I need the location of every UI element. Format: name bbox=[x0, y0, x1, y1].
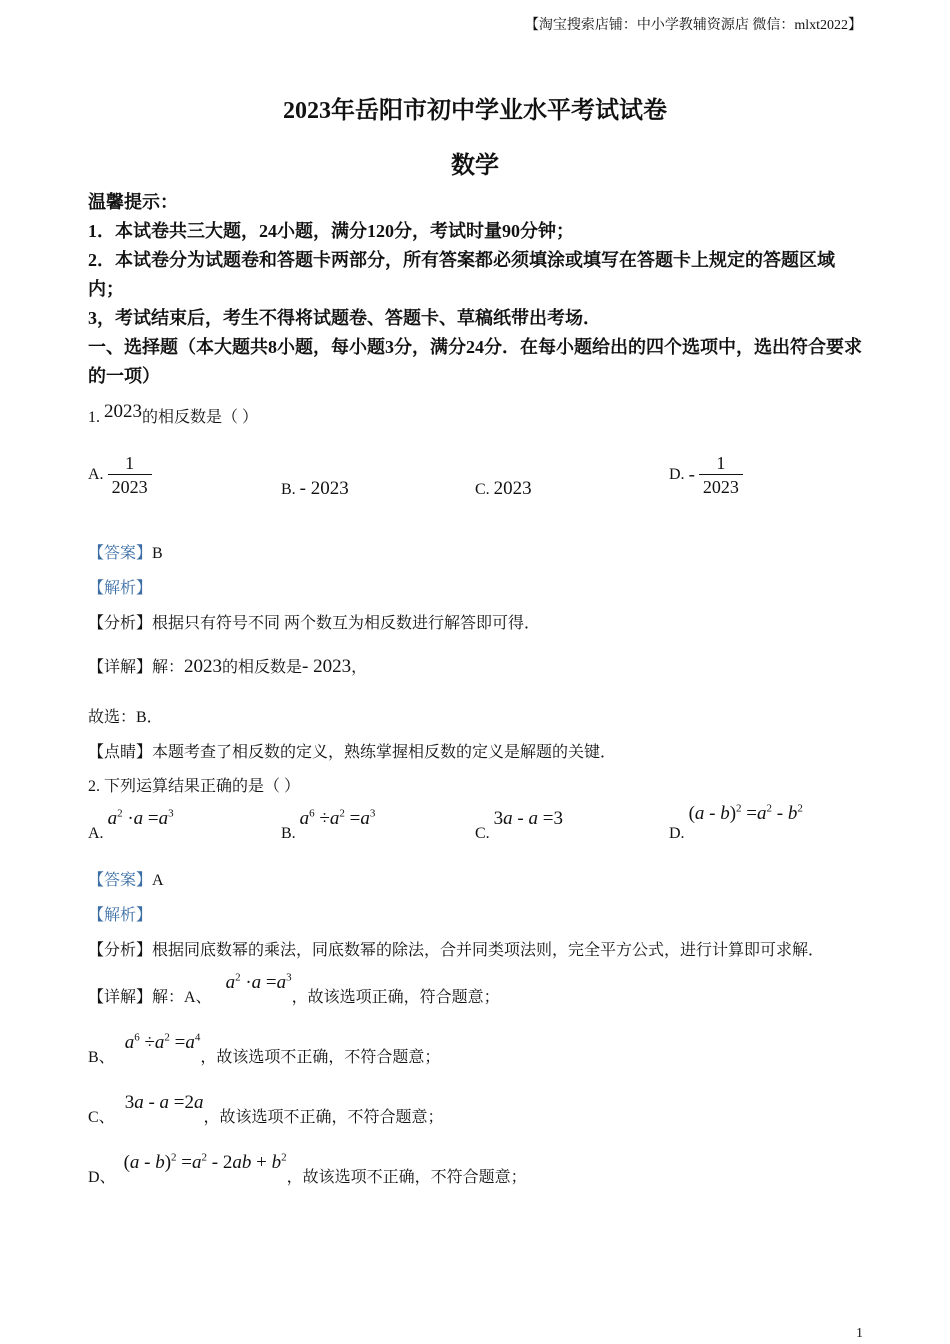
minus-sign: - bbox=[688, 464, 695, 486]
exam-title: 2023年岳阳市初中学业水平考试试卷 bbox=[283, 98, 667, 124]
q2-text: 下列运算结果正确的是（ ） bbox=[104, 778, 301, 795]
q1-dianjing: 【点睛】本题考查了相反数的定义，熟练掌握相反数的定义是解题的关键． bbox=[88, 744, 617, 761]
q2-analysis-tag: 【解析】 bbox=[88, 907, 153, 924]
option-label: B. bbox=[281, 825, 296, 843]
q2-stem bbox=[88, 773, 300, 796]
header-watermark: 【淘宝搜索店铺：中小学教辅资源店 微信：mlxt2022】 bbox=[524, 18, 862, 33]
q2-detail-b: B、 $a^6 \div a^2 =a^4$，故该选项不正确，不符合题意； bbox=[88, 1031, 441, 1066]
q1-detail: 【详解】解：2023的相反数是- 2023， bbox=[88, 656, 368, 677]
option-label: C. bbox=[475, 481, 490, 498]
answer-tag: 【答案】 bbox=[88, 545, 153, 562]
q2-option-a: A. $a^2 \cdot a =a^3$ bbox=[88, 808, 174, 843]
fraction: $\frac{1}{2023}$ bbox=[699, 452, 743, 499]
q1-answer bbox=[88, 540, 163, 563]
q1-option-c bbox=[475, 478, 532, 500]
option-label: D. bbox=[669, 466, 685, 484]
q2-option-b: B. $a^6 \div a^2 =a^3$ bbox=[281, 808, 376, 843]
tips-heading: 温馨提示： bbox=[88, 192, 178, 212]
q2-detail-c: C、 3a - a =2a，故该选项不正确，不符合题意； bbox=[88, 1092, 444, 1126]
q1-analysis-tag: 【解析】 bbox=[88, 580, 153, 597]
q1-option-b bbox=[281, 478, 349, 500]
page-number: 1 bbox=[856, 1326, 863, 1341]
tips-item-1: 1．本试卷共三大题，24小题，满分120分，考试时量90分钟； bbox=[88, 221, 574, 241]
q2-answer bbox=[88, 867, 164, 890]
option-label: C. bbox=[475, 825, 490, 842]
q2-option-c: C. 3a - a =3 bbox=[475, 808, 563, 842]
fraction: $\frac{1}{2023}$ bbox=[108, 452, 152, 499]
q1-stem bbox=[88, 401, 259, 428]
q2-detail-a: 【详解】解：A、 $a^2 \cdot a =a^3$，故该选项正确，符合题意； bbox=[88, 971, 500, 1006]
option-value: 2023 bbox=[493, 478, 532, 499]
section-heading: 一、选择题（本大题共8小题，每小题3分，满分24分．在每小题给出的四个选项中，选出符合要求的一项） bbox=[88, 337, 862, 386]
answer-tag: 【答案】 bbox=[88, 872, 153, 889]
tips-item-2: 2．本试卷分为试题卷和答题卡两部分，所有答案都必须填涂或填写在答题卡上规定的答题区域内； bbox=[88, 250, 835, 299]
q2-option-d: D. $(a - b)^2 =a^2 - b^2$ bbox=[669, 803, 803, 843]
option-label: A. bbox=[88, 825, 104, 843]
answer-value: B bbox=[152, 545, 163, 562]
q2-detail-d: D、 $(a - b)^2 =a^2 - 2ab + b^2$，故该选项不正确，不符合题意； bbox=[88, 1151, 527, 1186]
q1-option-a bbox=[88, 452, 152, 499]
q1-option-d bbox=[669, 452, 743, 499]
tips-item-3: 3，考试结束后，考生不得将试题卷、答题卡、草稿纸带出考场． bbox=[88, 308, 601, 328]
q2-number: 2. bbox=[88, 778, 100, 795]
q2-fenxi: 【分析】根据同底数幂的乘法，同底数幂的除法，合并同类项法则，完全平方公式，进行计算即可求解． bbox=[88, 942, 825, 959]
subject-title: 数学 bbox=[451, 153, 499, 179]
answer-value: A bbox=[152, 872, 164, 889]
option-label: A. bbox=[88, 466, 104, 484]
q1-fenxi: 【分析】根据只有符号不同 两个数互为相反数进行解答即可得． bbox=[88, 615, 541, 632]
tips-block bbox=[88, 188, 864, 391]
q1-number: 1. bbox=[88, 409, 100, 426]
q1-expr: 2023 bbox=[104, 401, 142, 422]
option-label: B. bbox=[281, 481, 296, 498]
q1-choose: 故选：B． bbox=[88, 709, 163, 726]
option-label: D. bbox=[669, 825, 685, 843]
option-value: - 2023 bbox=[299, 478, 349, 499]
q1-text: 的相反数是（ ） bbox=[142, 409, 259, 426]
